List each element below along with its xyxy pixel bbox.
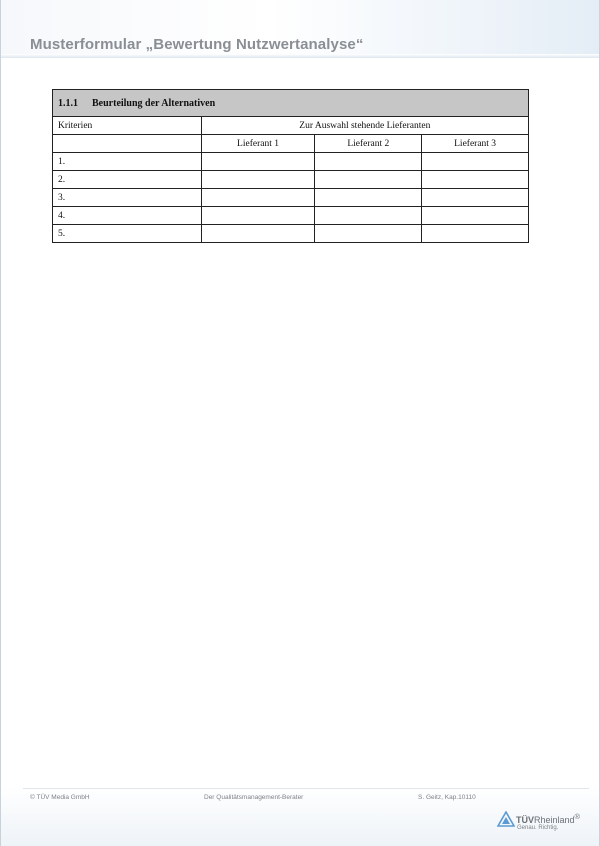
logo-brand-text: TÜVRheinland® xyxy=(516,812,581,825)
footer-publication: Der Qualitätsmanagement-Berater xyxy=(204,794,304,801)
evaluation-table xyxy=(52,89,529,243)
table-row xyxy=(53,207,529,225)
table-row xyxy=(53,153,529,171)
column-header-supplier-3: Lieferant 3 xyxy=(422,135,529,153)
table-cell[interactable] xyxy=(422,189,529,207)
section-heading-row xyxy=(53,90,529,117)
table-cell[interactable] xyxy=(315,189,422,207)
table-cell[interactable] xyxy=(201,225,315,243)
footer-author-chapter: S. Geitz, Kap.10110 xyxy=(418,794,476,801)
row-label: 2. xyxy=(53,171,202,189)
footer-copyright: © TÜV Media GmbH xyxy=(30,794,90,801)
row-label: 5. xyxy=(53,225,202,243)
table-cell[interactable] xyxy=(201,207,315,225)
table-cell[interactable] xyxy=(201,153,315,171)
page-title: Musterformular „Bewertung Nutzwertanalyse“ xyxy=(30,36,364,53)
section-number: 1.1.1 xyxy=(58,97,78,109)
section-heading xyxy=(53,90,529,117)
table-cell[interactable] xyxy=(315,207,422,225)
table-cell[interactable] xyxy=(315,171,422,189)
column-header-supplier-1: Lieferant 1 xyxy=(201,135,315,153)
suppliers-group-header: Zur Auswahl stehende Lieferanten xyxy=(201,117,528,135)
table-header-row xyxy=(53,117,529,135)
row-label: 4. xyxy=(53,207,202,225)
table-cell[interactable] xyxy=(422,225,529,243)
supplier-columns-row xyxy=(53,135,529,153)
row-label: 1. xyxy=(53,153,202,171)
triangle-logo-icon xyxy=(497,811,515,827)
logo-tagline: Genau. Richtig. xyxy=(517,825,559,831)
tuv-rheinland-logo xyxy=(497,811,593,837)
table-cell[interactable] xyxy=(315,153,422,171)
table-cell[interactable] xyxy=(422,171,529,189)
table-cell[interactable] xyxy=(201,189,315,207)
table-row xyxy=(53,225,529,243)
empty-header-cell xyxy=(53,135,202,153)
row-label: 3. xyxy=(53,189,202,207)
criteria-header: Kriterien xyxy=(53,117,202,135)
table-row xyxy=(53,189,529,207)
footer-divider xyxy=(23,788,589,789)
table-cell[interactable] xyxy=(201,171,315,189)
table-cell[interactable] xyxy=(315,225,422,243)
table-cell[interactable] xyxy=(422,153,529,171)
column-header-supplier-2: Lieferant 2 xyxy=(315,135,422,153)
table-cell[interactable] xyxy=(422,207,529,225)
table-row xyxy=(53,171,529,189)
section-title: Beurteilung der Alternativen xyxy=(92,97,216,109)
